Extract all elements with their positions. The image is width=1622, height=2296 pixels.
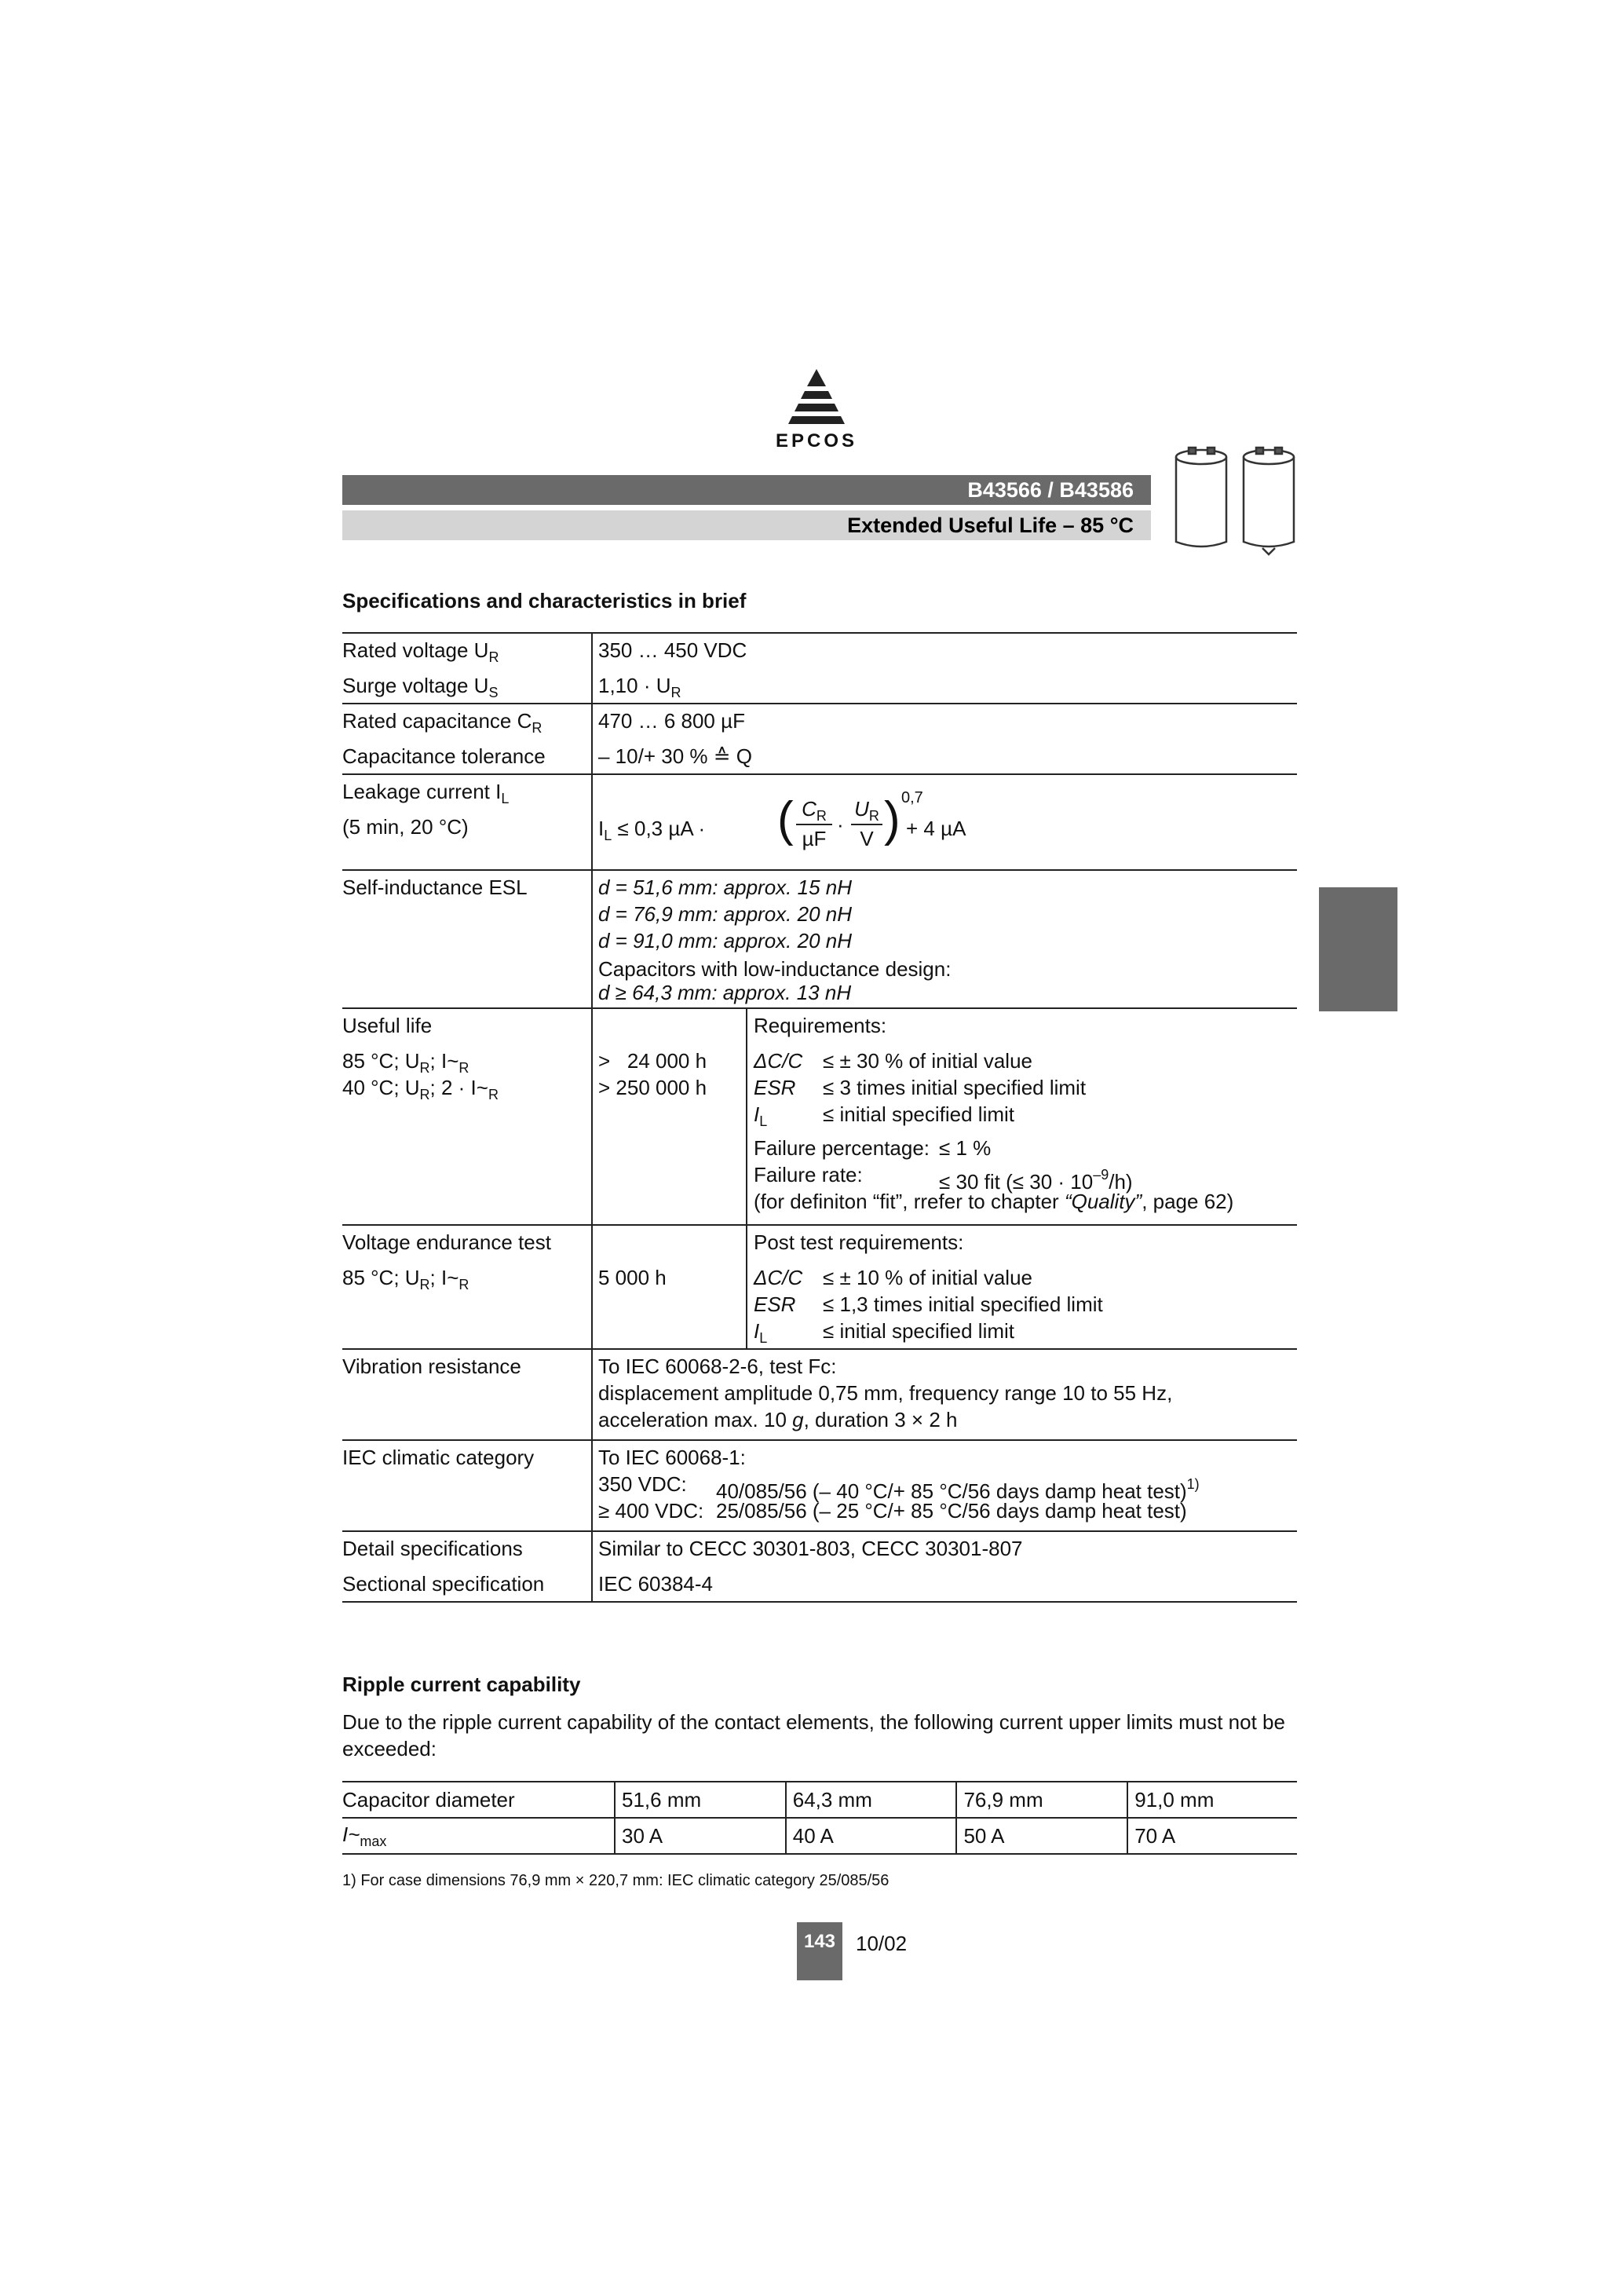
failure-rate-value: ≤ 30 fit (≤ $30 \cdot 10^{-9}/h$) — [939, 1167, 1133, 1194]
surge-voltage-value: $1,10 \cdot U_R$ — [598, 674, 681, 700]
esl-line-3: d = 91,0 mm: approx. 20 nH — [598, 929, 853, 952]
formula-den1: µF — [802, 827, 827, 850]
req-text: ≤ ± 10 % of initial value — [823, 1266, 1033, 1289]
esl-line-2: d = 76,9 mm: approx. 20 nH — [598, 902, 853, 926]
chapter-tab — [1319, 887, 1397, 1011]
req-text: ≤ initial specified limit — [823, 1102, 1015, 1126]
tolerance-value: – 10/+ 30 % ≙ Q — [598, 744, 752, 768]
tolerance-label: Capacitance tolerance — [342, 744, 546, 768]
req-text: ≤ initial specified limit — [823, 1319, 1015, 1343]
rated-capacitance-label: Rated capacitance $C_R$ — [342, 709, 542, 736]
failure-rate-label: Failure rate: — [754, 1163, 863, 1186]
current-label: $I\sim_{max}$ — [342, 1818, 615, 1854]
req-symbol: $I_L$ — [754, 1319, 768, 1346]
leakage-formula: $I_L \le 0,3$ µA · — [598, 817, 706, 843]
detail-spec-value: Similar to CECC 30301-803, CECC 30301-807 — [598, 1537, 1023, 1560]
spec-row-climatic — [342, 1439, 1297, 1530]
endurance-label: Voltage endurance test — [342, 1230, 551, 1254]
vibration-label: Vibration resistance — [342, 1355, 521, 1378]
diameter-cell: 51,6 mm — [615, 1782, 786, 1818]
failure-percentage-value: ≤ 1 % — [939, 1136, 992, 1160]
rated-voltage-value: 350 … 450 VDC — [598, 638, 747, 662]
formula-dot: · — [837, 813, 844, 836]
ripple-intro: Due to the ripple current capability of the contact elements, the following current upper limits must not be exceeded: — [342, 1710, 1285, 1760]
fit-definition-note: (for definiton “fit”, rrefer to chapter “Quality”, page 62) — [754, 1190, 1234, 1213]
diameter-cell: 64,3 mm — [786, 1782, 957, 1818]
ripple-table — [342, 1781, 1297, 1855]
sectional-spec-value: IEC 60384-4 — [598, 1572, 713, 1596]
surge-voltage-label: Surge voltage $U_S$ — [342, 674, 499, 700]
useful-life-cond-2: 40 °C; $U_R$; $2 \cdot I\sim_R$ — [342, 1076, 499, 1102]
esl-label: Self-inductance ESL — [342, 876, 528, 899]
current-cell: 70 A — [1127, 1818, 1297, 1854]
rated-capacitance-value: 470 … 6 800 µF — [598, 709, 745, 733]
formula-suffix: + 4 µA — [906, 817, 966, 840]
current-cell: 30 A — [615, 1818, 786, 1854]
spec-row-capacitance — [342, 703, 1297, 773]
formula-paren-close: ) — [884, 792, 901, 846]
climatic-350-value: 40/085/56 (– 40 °C/+ 85 °C/56 days damp heat test)$^{1)}$ — [716, 1476, 1200, 1503]
climatic-400-value: 25/085/56 (– 25 °C/+ 85 °C/56 days damp heat test) — [716, 1499, 1187, 1523]
req-symbol: $I_L$ — [754, 1102, 768, 1129]
vibration-line-1: To IEC 60068-2-6, test Fc: — [598, 1355, 837, 1378]
climatic-label: IEC climatic category — [342, 1446, 535, 1469]
current-cell: 50 A — [956, 1818, 1127, 1854]
climatic-350-label: 350 VDC: — [598, 1472, 687, 1496]
sectional-spec-label: Sectional specification — [342, 1572, 545, 1596]
req-symbol: ΔC/C — [754, 1049, 803, 1073]
failure-percentage-label: Failure percentage: — [754, 1136, 930, 1160]
spec-row-specifications — [342, 1530, 1297, 1603]
diameter-label: Capacitor diameter — [342, 1782, 615, 1818]
endurance-condition: 85 °C; $U_R$; $I\sim_R$ — [342, 1266, 469, 1292]
climatic-line-1: To IEC 60068-1: — [598, 1446, 746, 1469]
low-inductance-title: Capacitors with low-inductance design: — [598, 957, 952, 981]
table-row — [342, 1782, 1297, 1818]
detail-spec-label: Detail specifications — [342, 1537, 523, 1560]
requirements-title: Requirements: — [754, 1014, 887, 1037]
req-text: ≤ ± 30 % of initial value — [823, 1049, 1033, 1073]
low-inductance-value: d ≥ 64,3 mm: approx. 13 nH — [598, 981, 852, 1004]
post-test-title: Post test requirements: — [754, 1230, 964, 1254]
endurance-hours: 5 000 h — [598, 1266, 667, 1289]
req-text: ≤ 3 times initial specified limit — [823, 1076, 1087, 1099]
formula-num1: $C_R$ — [802, 797, 827, 824]
spec-row-useful-life — [342, 1007, 1297, 1224]
spec-table — [342, 632, 1297, 1603]
leakage-label: Leakage current $I_L$ — [342, 780, 510, 806]
formula-den2: V — [860, 827, 874, 850]
current-cell: 40 A — [786, 1818, 957, 1854]
diameter-cell: 76,9 mm — [956, 1782, 1127, 1818]
useful-life-hours-2: > 250 000 h — [598, 1076, 707, 1099]
rated-voltage-label: Rated voltage $U_R$ — [342, 638, 499, 665]
spec-row-voltage-endurance — [342, 1224, 1297, 1348]
req-symbol: ΔC/C — [754, 1266, 803, 1289]
brand-name: EPCOS — [775, 430, 858, 452]
page-number: 143 — [797, 1922, 842, 1980]
capacitor-illustration-icon — [1168, 440, 1306, 558]
leakage-condition: (5 min, 20 °C) — [342, 815, 469, 839]
esl-line-1: d = 51,6 mm: approx. 15 nH — [598, 876, 853, 899]
vibration-line-2: displacement amplitude 0,75 mm, frequency range 10 to 55 Hz, — [598, 1381, 1173, 1405]
useful-life-label: Useful life — [342, 1014, 433, 1037]
formula-paren-open: ( — [777, 792, 794, 846]
useful-life-hours-1: > 24 000 h — [598, 1049, 707, 1073]
spec-row-leakage — [342, 773, 1297, 869]
diameter-cell: 91,0 mm — [1127, 1782, 1297, 1818]
footnote: 1) For case dimensions 76,9 mm × 220,7 mm: IEC climatic category 25/085/56 — [342, 1872, 890, 1889]
formula-num2: $U_R$ — [854, 797, 879, 824]
useful-life-cond-1: 85 °C; $U_R$; $I\sim_R$ — [342, 1049, 469, 1076]
table-row — [342, 1818, 1297, 1854]
spec-row-esl — [342, 869, 1297, 1007]
req-text: ≤ 1,3 times initial specified limit — [823, 1292, 1103, 1316]
product-codes-bar: B43566 / B43586 — [342, 475, 1151, 505]
series-title-bar: Extended Useful Life – 85 °C — [342, 510, 1151, 540]
page-date: 10/02 — [856, 1932, 908, 1955]
vibration-line-3: acceleration max. 10 g, duration 3 × 2 h — [598, 1408, 958, 1431]
spec-row-voltage — [342, 632, 1297, 703]
req-symbol: ESR — [754, 1292, 796, 1316]
spec-row-vibration — [342, 1348, 1297, 1439]
spec-heading: Specifications and characteristics in brief — [342, 589, 747, 612]
climatic-400-label: ≥ 400 VDC: — [598, 1499, 704, 1523]
ripple-heading: Ripple current capability — [342, 1673, 581, 1696]
req-symbol: ESR — [754, 1076, 796, 1099]
formula-exponent: 0,7 — [901, 789, 923, 806]
